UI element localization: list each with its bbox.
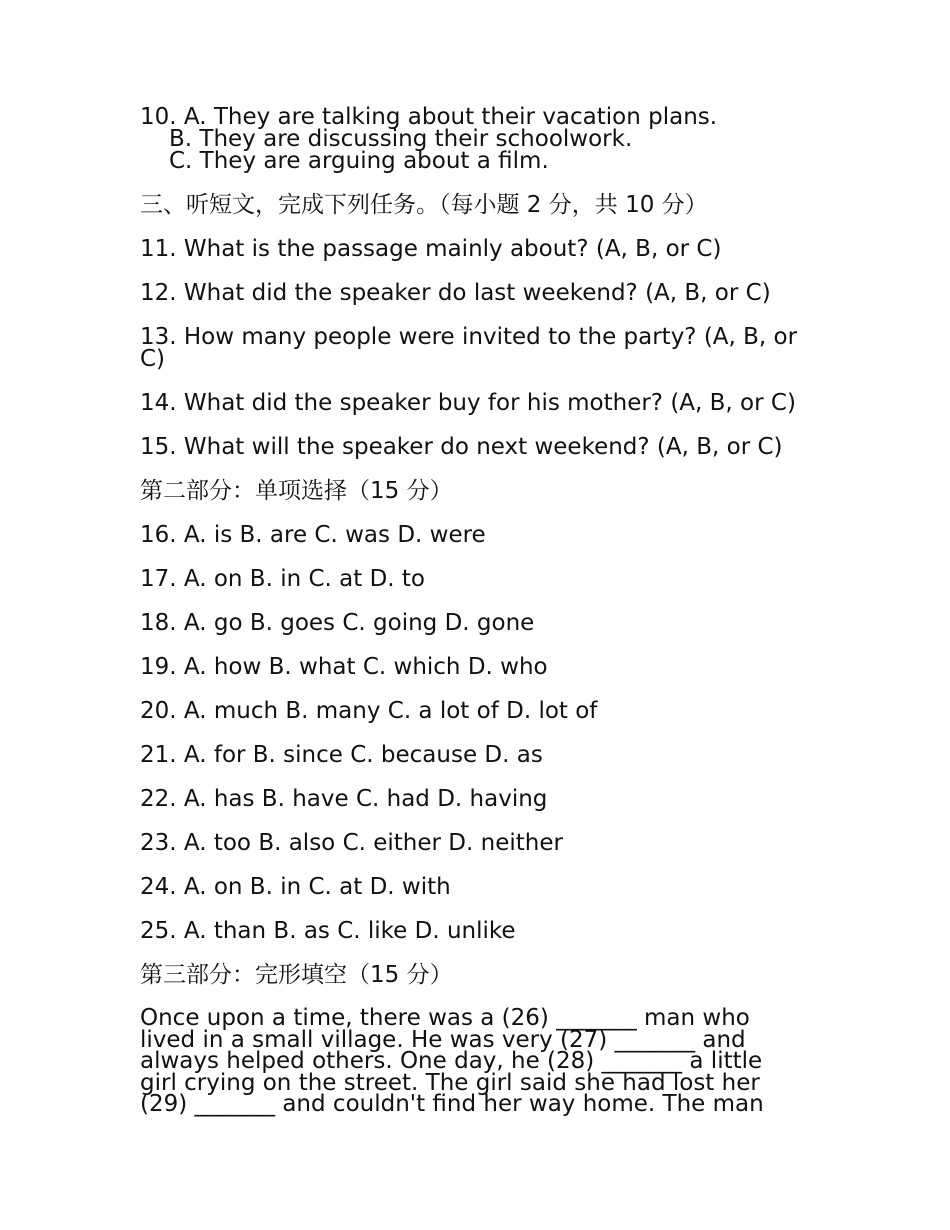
cloze-passage: Once upon a time, there was a (26) _______ man who lived in a small village. He was very (27) _______ and always helped others. One day, he (28) _______ a little girl crying on the street. The girl said she had lost her (29) _______ and couldn't find her way home. The man xyxy=(140,1005,764,1118)
choice-item-24: 24. A. on B. in C. at D. with xyxy=(140,874,451,900)
section-3-heading: 三、听短文，完成下列任务。（每小题 2 分，共 10 分） xyxy=(140,192,708,218)
question-12: 12. What did the speaker do last weekend? (A, B, or C) xyxy=(140,280,771,306)
choice-item-19: 19. A. how B. what C. which D. who xyxy=(140,654,548,680)
question-11: 11. What is the passage mainly about? (A, B, or C) xyxy=(140,236,722,262)
choice-item-17: 17. A. on B. in C. at D. to xyxy=(140,566,426,592)
choice-item-16: 16. A. is B. are C. was D. were xyxy=(140,522,486,548)
question-13: 13. How many people were invited to the party? (A, B, or C) xyxy=(140,324,798,372)
part-3-heading: 第三部分：完形填空（15 分） xyxy=(140,962,453,988)
choice-item-21: 21. A. for B. since C. because D. as xyxy=(140,742,543,768)
question-10-option-a: 10. A. They are talking about their vacation plans. xyxy=(140,104,718,130)
question-15: 15. What will the speaker do next weekend? (A, B, or C) xyxy=(140,434,783,460)
exam-content xyxy=(140,106,820,1116)
question-14: 14. What did the speaker buy for his mother? (A, B, or C) xyxy=(140,390,796,416)
choice-item-23: 23. A. too B. also C. either D. neither xyxy=(140,830,563,856)
choice-item-22: 22. A. has B. have C. had D. having xyxy=(140,786,548,812)
choice-item-18: 18. A. go B. goes C. going D. gone xyxy=(140,610,535,636)
choice-item-25: 25. A. than B. as C. like D. unlike xyxy=(140,918,516,944)
question-10-option-b: B. They are discussing their schoolwork. xyxy=(169,126,633,152)
choice-item-20: 20. A. much B. many C. a lot of D. lot of xyxy=(140,698,598,724)
question-10-option-c: C. They are arguing about a film. xyxy=(169,148,549,174)
part-2-heading: 第二部分：单项选择（15 分） xyxy=(140,478,453,504)
